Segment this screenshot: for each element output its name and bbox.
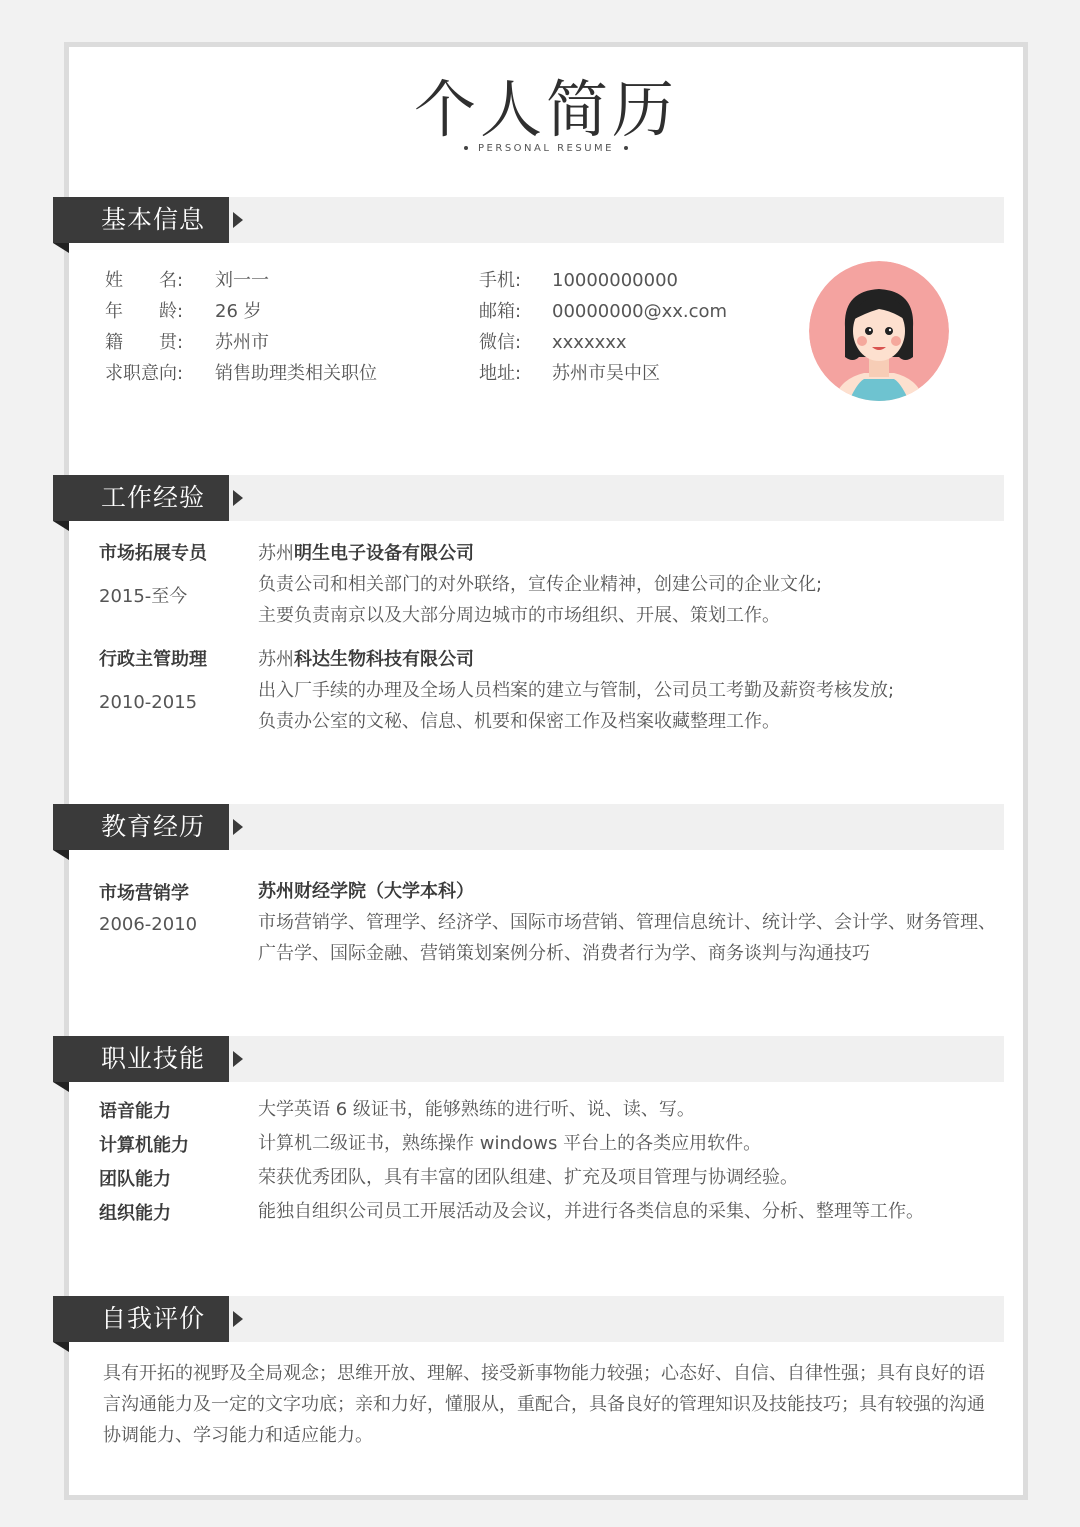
resume-title — [69, 75, 1023, 154]
work-company: 苏州科达生物科技有限公司 — [258, 649, 474, 670]
work-period: 2010-2015 — [99, 692, 198, 713]
education-course-line: 广告学、国际金融、营销策划案例分析、消费者行为学、商务谈判与沟通技巧 — [258, 943, 870, 964]
section-header-skills — [53, 1036, 1004, 1082]
self-eval-line: 言沟通能力及一定的文字功底；亲和力好，懂服从，重配合，具备良好的管理知识及技能技巧；具有较强的沟通 — [103, 1394, 985, 1415]
section-title-work: 工作经验 — [53, 475, 221, 521]
avatar — [809, 261, 949, 401]
education-course-line: 市场营销学、管理学、经济学、国际市场营销、管理信息统计、统计学、会计学、财务管理、 — [258, 912, 996, 933]
section-header-basic — [53, 197, 1004, 243]
arrow-right-icon — [233, 212, 243, 228]
arrow-right-icon — [233, 1311, 243, 1327]
self-eval-line: 具有开拓的视野及全局观念；思维开放、理解、接受新事物能力较强；心态好、自信、自律性强；具有良好的语 — [103, 1363, 985, 1384]
arrow-right-icon — [233, 819, 243, 835]
work-duty-line: 主要负责南京以及大部分周边城市的市场组织、开展、策划工作。 — [258, 605, 780, 626]
skill-desc: 计算机二级证书，熟练操作 windows 平台上的各类应用软件。 — [258, 1133, 762, 1154]
resume-sheet: 个人简历 PERSONAL RESUME 基本信息 姓 名: 刘一一 年 龄: 26 岁 籍 贯: 苏州市 求职意向: 销售助理类相关职位 手机: 10000000000 邮箱: 00000000@xx.com 微信: xxxxxxx 地址: 苏州市吴中区 工作经验 市场拓展专员 2015-至今 苏州明生电子设备有限公司 负责公司和相关部门的对外联络，宣传企业精神，创建公司的企业文化; 主要负责南京以及大部分周边城市的市场组织、开展、策划工作。 行政主管助理 2010-2015 苏州科达生物科技有限公司 出入厂手续的办理及全场人员档案的建立与管制，公司员工考勤及薪资考核发放; 负责办公室的文秘、信息、机要和保密工作及档案收藏整理工作。 教育经历 市场营销学 2006-2010 苏州财经学院（大学本科） 市场营销学、管理学、经济学、国际市场营销、管理信息统计、统计学、会计学、财务管理、 广告学、国际金融、营销策划案例分析、消费者行为学、商务谈判与沟通技巧 职业技能 语音能力 大学英语 6 级证书，能够熟练的进行听、说、读、写。 计算机能力 计算机二级证书，熟练操作 windows 平台上的各类应用软件。 团队能力 荣获优秀团队，具有丰富的团队组建、扩充及项目管理与协调经验。 组织能力 能独自组织公司员工开展活动及会议，并进行各类信息的采集、分析、整理等工作。 自我评价 具有开拓的视野及全局观念；思维开放、理解、接受新事物能力较强；心态好、自信、自律性强；具有良好的语 言沟通能力及一定的文字功底；亲和力好，懂服从，重配合，具备良好的管理知识及技能技巧；具有较强的沟通 协调能力、学习能力和适应能力。 — [64, 42, 1028, 1500]
skill-desc: 大学英语 6 级证书，能够熟练的进行听、说、读、写。 — [258, 1099, 695, 1120]
title-english — [69, 143, 1023, 154]
section-header-work — [53, 475, 1004, 521]
title-english-text: PERSONAL RESUME — [478, 143, 614, 154]
education-school: 苏州财经学院（大学本科） — [258, 881, 474, 902]
arrow-right-icon — [233, 490, 243, 506]
skill-name: 组织能力 — [99, 1203, 171, 1224]
work-role: 行政主管助理 — [99, 649, 207, 670]
education-period: 2006-2010 — [99, 914, 198, 935]
section-title-basic: 基本信息 — [53, 197, 221, 243]
work-role: 市场拓展专员 — [99, 543, 207, 564]
work-duty-line: 负责办公室的文秘、信息、机要和保密工作及档案收藏整理工作。 — [258, 711, 780, 732]
section-header-self — [53, 1296, 1004, 1342]
work-duty-line: 出入厂手续的办理及全场人员档案的建立与管制，公司员工考勤及薪资考核发放; — [258, 680, 895, 701]
skill-name: 团队能力 — [99, 1169, 171, 1190]
title-chinese: 个人简历 — [413, 73, 678, 146]
work-period: 2015-至今 — [99, 586, 188, 607]
education-major: 市场营销学 — [99, 883, 189, 904]
section-title-education: 教育经历 — [53, 804, 221, 850]
arrow-right-icon — [233, 1051, 243, 1067]
skill-desc: 能独自组织公司员工开展活动及会议，并进行各类信息的采集、分析、整理等工作。 — [258, 1201, 924, 1222]
section-title-skills: 职业技能 — [53, 1036, 221, 1082]
section-header-education — [53, 804, 1004, 850]
work-company: 苏州明生电子设备有限公司 — [258, 543, 474, 564]
self-eval-line: 协调能力、学习能力和适应能力。 — [103, 1425, 373, 1446]
section-title-self: 自我评价 — [53, 1296, 221, 1342]
skill-desc: 荣获优秀团队，具有丰富的团队组建、扩充及项目管理与协调经验。 — [258, 1167, 798, 1188]
skill-name: 计算机能力 — [99, 1135, 189, 1156]
skill-name: 语音能力 — [99, 1101, 171, 1122]
work-duty-line: 负责公司和相关部门的对外联络，宣传企业精神，创建公司的企业文化; — [258, 574, 823, 595]
